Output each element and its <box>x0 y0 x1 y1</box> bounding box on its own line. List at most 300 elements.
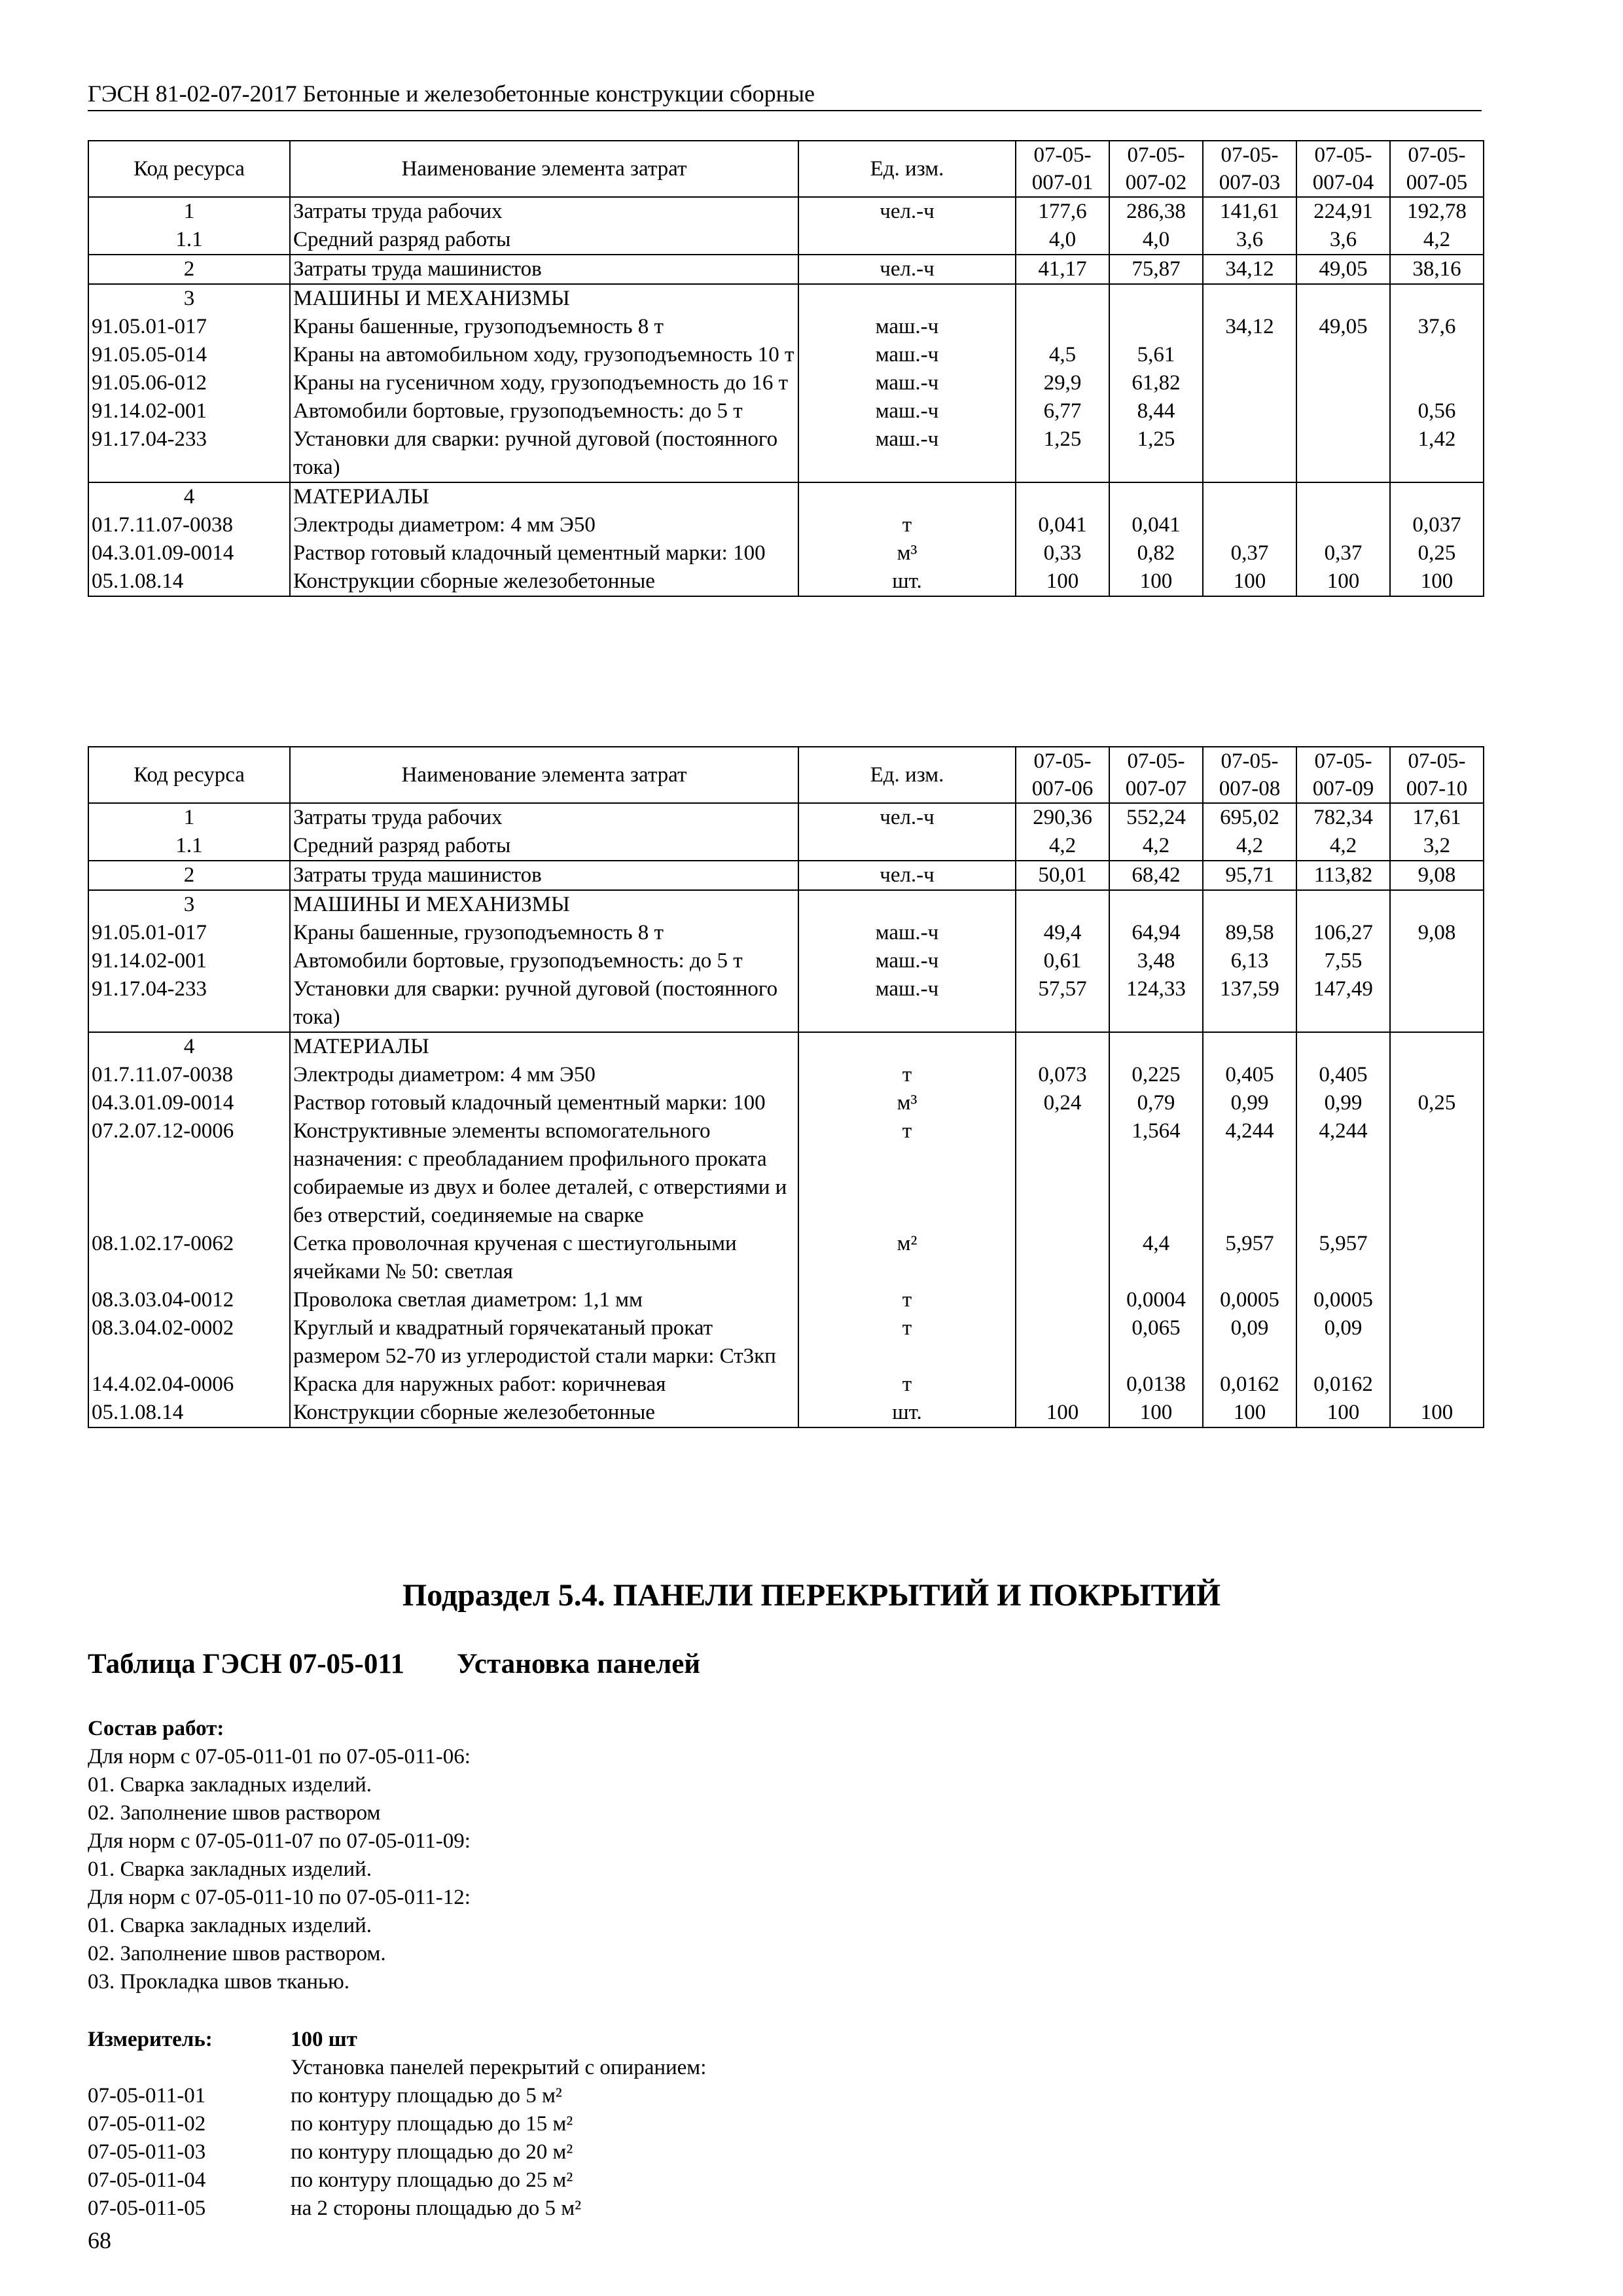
norm-value: 68,42 <box>1109 861 1203 890</box>
norm-value <box>1203 482 1296 511</box>
norm-value <box>1109 890 1203 919</box>
resource-code: 91.14.02-001 <box>88 947 290 975</box>
table-row <box>88 397 1484 425</box>
norm-value <box>1296 890 1390 919</box>
resource-code: 1.1 <box>88 832 290 861</box>
norm-code: 07-05-011-04 <box>88 2168 206 2192</box>
norm-value: 4,0 <box>1109 226 1203 255</box>
resource-code: 2 <box>88 861 290 890</box>
norm-value: 0,09 <box>1203 1314 1296 1371</box>
norm-code: 07-05-011-01 <box>88 2084 206 2108</box>
resource-name: Затраты труда машинистов <box>290 861 798 890</box>
norm-value: 4,2 <box>1296 832 1390 861</box>
norm-value: 4,2 <box>1203 832 1296 861</box>
norm-value <box>1109 284 1203 313</box>
resource-code: 14.4.02.04-0006 <box>88 1371 290 1399</box>
col-header-norm: 07-05- 007-03 <box>1203 141 1296 197</box>
norm-value: 0,405 <box>1203 1061 1296 1089</box>
resource-name: Средний разряд работы <box>290 832 798 861</box>
table-row <box>88 832 1484 861</box>
resource-name: Проволока светлая диаметром: 1,1 мм <box>290 1286 798 1314</box>
norm-value <box>1390 947 1484 975</box>
work-line: Для норм с 07-05-011-01 по 07-05-011-06: <box>88 1745 471 1768</box>
table-title <box>88 1648 700 1680</box>
norm-description: по контуру площадью до 20 м² <box>291 2140 573 2164</box>
norm-value: 4,2 <box>1109 832 1203 861</box>
norm-value <box>1016 284 1109 313</box>
norm-value: 286,38 <box>1109 197 1203 226</box>
norm-description: по контуру площадью до 15 м² <box>291 2112 573 2136</box>
table-row <box>88 1032 1484 1061</box>
norm-value: 61,82 <box>1109 369 1203 397</box>
norm-value: 100 <box>1109 1399 1203 1427</box>
norm-value: 6,13 <box>1203 947 1296 975</box>
norm-value: 0,37 <box>1203 539 1296 567</box>
norm-value: 49,05 <box>1296 313 1390 341</box>
resource-unit: т <box>798 1061 1016 1089</box>
meter-items <box>88 2082 706 2223</box>
norm-value: 0,24 <box>1016 1089 1109 1117</box>
resource-unit <box>798 482 1016 511</box>
resource-unit: маш.-ч <box>798 313 1016 341</box>
norm-value: 100 <box>1296 567 1390 596</box>
norm-value: 100 <box>1296 1399 1390 1427</box>
work-line: 03. Прокладка швов тканью. <box>88 1970 350 1994</box>
norm-value <box>1296 284 1390 313</box>
norm-value <box>1203 511 1296 539</box>
resource-unit: чел.-ч <box>798 255 1016 284</box>
table-header-row <box>88 747 1484 803</box>
resource-code: 05.1.08.14 <box>88 567 290 596</box>
meter-item <box>88 2195 706 2223</box>
resource-code: 91.05.01-017 <box>88 313 290 341</box>
norm-value <box>1296 397 1390 425</box>
norm-value: 1,42 <box>1390 425 1484 482</box>
norm-value: 0,99 <box>1296 1089 1390 1117</box>
resource-unit: т <box>798 1314 1016 1371</box>
norm-value: 3,6 <box>1203 226 1296 255</box>
norm-value <box>1296 482 1390 511</box>
meter-item <box>88 2138 706 2166</box>
norm-value <box>1296 341 1390 369</box>
norm-value <box>1390 890 1484 919</box>
norm-value <box>1016 890 1109 919</box>
norm-value: 100 <box>1109 567 1203 596</box>
resource-name: Конструкции сборные железобетонные <box>290 567 798 596</box>
col-header-norm: 07-05- 007-09 <box>1296 747 1390 803</box>
table-row <box>88 803 1484 832</box>
norm-value <box>1390 1230 1484 1286</box>
norm-value: 552,24 <box>1109 803 1203 832</box>
norm-value <box>1016 1117 1109 1230</box>
work-line: 02. Заполнение швов раствором. <box>88 1942 386 1965</box>
norm-value <box>1390 1032 1484 1061</box>
norm-value: 141,61 <box>1203 197 1296 226</box>
resource-code: 4 <box>88 1032 290 1061</box>
norm-value: 177,6 <box>1016 197 1109 226</box>
resource-name: МАШИНЫ И МЕХАНИЗМЫ <box>290 890 798 919</box>
norm-value: 4,5 <box>1016 341 1109 369</box>
table-name: Установка панелей <box>457 1649 701 1679</box>
resource-name: Конструкции сборные железобетонные <box>290 1399 798 1427</box>
norm-value: 0,0138 <box>1109 1371 1203 1399</box>
work-line: 01. Сварка закладных изделий. <box>88 1857 372 1881</box>
table-header-row <box>88 141 1484 197</box>
norm-value: 29,9 <box>1016 369 1109 397</box>
norm-value <box>1296 369 1390 397</box>
norm-value: 95,71 <box>1203 861 1296 890</box>
norm-value: 0,225 <box>1109 1061 1203 1089</box>
resource-name: Круглый и квадратный горячекатаный прокат размером 52-70 из углеродистой стали марки: Ст3кп <box>290 1314 798 1371</box>
norm-value: 5,957 <box>1296 1230 1390 1286</box>
work-lines <box>88 1743 471 1996</box>
norm-value <box>1296 1032 1390 1061</box>
norm-value: 0,61 <box>1016 947 1109 975</box>
resource-code: 08.3.04.02-0002 <box>88 1314 290 1371</box>
norm-value: 100 <box>1016 1399 1109 1427</box>
table-row <box>88 1399 1484 1427</box>
norm-value: 1,564 <box>1109 1117 1203 1230</box>
norm-value: 113,82 <box>1296 861 1390 890</box>
norm-value: 5,61 <box>1109 341 1203 369</box>
norm-description: на 2 стороны площадью до 5 м² <box>291 2197 582 2220</box>
norm-value <box>1203 341 1296 369</box>
norm-value: 192,78 <box>1390 197 1484 226</box>
resource-name: МАТЕРИАЛЫ <box>290 482 798 511</box>
norm-value: 0,25 <box>1390 539 1484 567</box>
norm-value <box>1203 890 1296 919</box>
norm-value: 4,244 <box>1203 1117 1296 1230</box>
table-row <box>88 539 1484 567</box>
resource-unit <box>798 284 1016 313</box>
table-row <box>88 425 1484 482</box>
table-row <box>88 861 1484 890</box>
norm-value <box>1390 341 1484 369</box>
norm-value: 3,2 <box>1390 832 1484 861</box>
resource-unit: чел.-ч <box>798 861 1016 890</box>
col-header-name: Наименование элемента затрат <box>290 747 798 803</box>
norm-value: 49,05 <box>1296 255 1390 284</box>
table-row <box>88 341 1484 369</box>
norm-value <box>1390 975 1484 1032</box>
norm-value: 7,55 <box>1296 947 1390 975</box>
norm-value <box>1109 313 1203 341</box>
norm-value: 0,041 <box>1016 511 1109 539</box>
resource-name: МАШИНЫ И МЕХАНИЗМЫ <box>290 284 798 313</box>
norm-value: 64,94 <box>1109 919 1203 947</box>
resource-name: Затраты труда машинистов <box>290 255 798 284</box>
resource-unit: т <box>798 1371 1016 1399</box>
subsection-title: Подраздел 5.4. ПАНЕЛИ ПЕРЕКРЫТИЙ И ПОКРЫТИЙ <box>402 1578 1221 1613</box>
col-header-unit: Ед. изм. <box>798 141 1016 197</box>
resource-code: 04.3.01.09-0014 <box>88 539 290 567</box>
norm-value: 290,36 <box>1016 803 1109 832</box>
norm-value: 1,25 <box>1016 425 1109 482</box>
resource-name: Автомобили бортовые, грузоподъемность: до 5 т <box>290 947 798 975</box>
norm-value: 9,08 <box>1390 861 1484 890</box>
resource-unit: т <box>798 1117 1016 1230</box>
resource-unit: маш.-ч <box>798 947 1016 975</box>
norm-value: 4,2 <box>1390 226 1484 255</box>
resource-code: 08.3.03.04-0012 <box>88 1286 290 1314</box>
resource-name: Электроды диаметром: 4 мм Э50 <box>290 511 798 539</box>
resource-code: 91.17.04-233 <box>88 425 290 482</box>
resource-name: Средний разряд работы <box>290 226 798 255</box>
norm-value: 4,244 <box>1296 1117 1390 1230</box>
resource-unit: м³ <box>798 539 1016 567</box>
norm-value <box>1390 1117 1484 1230</box>
resource-name: Установки для сварки: ручной дуговой (постоянного тока) <box>290 425 798 482</box>
norm-value <box>1390 1314 1484 1371</box>
norm-value: 0,37 <box>1296 539 1390 567</box>
norm-value: 0,33 <box>1016 539 1109 567</box>
resource-code: 3 <box>88 890 290 919</box>
norm-value <box>1109 482 1203 511</box>
work-line: 01. Сварка закладных изделий. <box>88 1914 372 1937</box>
resource-unit: маш.-ч <box>798 975 1016 1032</box>
resource-name: Конструктивные элементы вспомогательного назначения: с преобладанием профильного проката собираемые из двух и более деталей, с отверстиями и без отверстий, соединяемые на сварке <box>290 1117 798 1230</box>
resource-unit: маш.-ч <box>798 425 1016 482</box>
col-header-norm: 07-05- 007-10 <box>1390 747 1484 803</box>
norm-value: 782,34 <box>1296 803 1390 832</box>
norm-value: 0,065 <box>1109 1314 1203 1371</box>
norm-value <box>1109 1032 1203 1061</box>
meter-item <box>88 2166 706 2195</box>
norm-value: 0,405 <box>1296 1061 1390 1089</box>
norm-value <box>1016 1314 1109 1371</box>
resource-table-1 <box>88 140 1484 597</box>
meter-intro: Установка панелей перекрытий с опиранием: <box>291 2056 707 2079</box>
resource-unit: чел.-ч <box>798 197 1016 226</box>
resource-name: Раствор готовый кладочный цементный марки: 100 <box>290 1089 798 1117</box>
table-row <box>88 1230 1484 1286</box>
norm-value: 106,27 <box>1296 919 1390 947</box>
resource-name: Сетка проволочная крученая с шестиугольными ячейками № 50: светлая <box>290 1230 798 1286</box>
work-line: 01. Сварка закладных изделий. <box>88 1773 372 1797</box>
norm-description: по контуру площадью до 25 м² <box>291 2168 573 2192</box>
norm-value <box>1203 397 1296 425</box>
norm-value <box>1296 511 1390 539</box>
norm-value: 224,91 <box>1296 197 1390 226</box>
norm-value <box>1016 1286 1109 1314</box>
table-row <box>88 1089 1484 1117</box>
norm-description: по контуру площадью до 5 м² <box>291 2084 562 2108</box>
norm-value: 9,08 <box>1390 919 1484 947</box>
norm-value: 3,48 <box>1109 947 1203 975</box>
resource-unit: маш.-ч <box>798 341 1016 369</box>
norm-value: 0,09 <box>1296 1314 1390 1371</box>
norm-value: 0,79 <box>1109 1089 1203 1117</box>
resource-code: 05.1.08.14 <box>88 1399 290 1427</box>
norm-value <box>1016 313 1109 341</box>
resource-name: Затраты труда рабочих <box>290 803 798 832</box>
col-header-norm: 07-05- 007-02 <box>1109 141 1203 197</box>
norm-value: 17,61 <box>1390 803 1484 832</box>
norm-value <box>1390 369 1484 397</box>
running-header: ГЭСН 81-02-07-2017 Бетонные и железобетонные конструкции сборные <box>88 81 815 107</box>
norm-value: 41,17 <box>1016 255 1109 284</box>
resource-code: 91.14.02-001 <box>88 397 290 425</box>
resource-code: 04.3.01.09-0014 <box>88 1089 290 1117</box>
norm-value <box>1016 482 1109 511</box>
resource-code: 91.05.06-012 <box>88 369 290 397</box>
norm-value <box>1390 482 1484 511</box>
resource-name: Краны башенные, грузоподъемность 8 т <box>290 919 798 947</box>
norm-value: 100 <box>1390 1399 1484 1427</box>
col-header-norm: 07-05- 007-06 <box>1016 747 1109 803</box>
resource-code: 91.17.04-233 <box>88 975 290 1032</box>
col-header-unit: Ед. изм. <box>798 747 1016 803</box>
norm-value: 8,44 <box>1109 397 1203 425</box>
resource-unit <box>798 890 1016 919</box>
resource-unit: чел.-ч <box>798 803 1016 832</box>
norm-code: 07-05-011-05 <box>88 2197 206 2220</box>
col-header-norm: 07-05- 007-01 <box>1016 141 1109 197</box>
col-header-norm: 07-05- 007-05 <box>1390 141 1484 197</box>
resource-code: 1.1 <box>88 226 290 255</box>
work-line: Для норм с 07-05-011-10 по 07-05-011-12: <box>88 1886 471 1909</box>
norm-value: 0,041 <box>1109 511 1203 539</box>
table-row <box>88 313 1484 341</box>
meter-label: Измеритель: <box>88 2028 213 2051</box>
norm-value: 4,4 <box>1109 1230 1203 1286</box>
resource-code: 01.7.11.07-0038 <box>88 511 290 539</box>
work-heading: Состав работ: <box>88 1717 224 1740</box>
meter-block <box>88 2026 706 2223</box>
norm-value: 100 <box>1203 1399 1296 1427</box>
resource-table-2 <box>88 746 1484 1428</box>
table-label: Таблица ГЭСН 07-05-011 <box>88 1649 405 1679</box>
col-header-norm: 07-05- 007-07 <box>1109 747 1203 803</box>
table-row <box>88 1286 1484 1314</box>
norm-value: 4,2 <box>1016 832 1109 861</box>
norm-value <box>1203 425 1296 482</box>
norm-value <box>1390 1286 1484 1314</box>
resource-code: 07.2.07.12-0006 <box>88 1117 290 1230</box>
header-rule <box>88 110 1482 111</box>
resource-unit: м² <box>798 1230 1016 1286</box>
table-row <box>88 255 1484 284</box>
work-line: 02. Заполнение швов раствором <box>88 1801 381 1825</box>
norm-value: 34,12 <box>1203 255 1296 284</box>
table-row <box>88 284 1484 313</box>
norm-value: 89,58 <box>1203 919 1296 947</box>
norm-value <box>1016 1032 1109 1061</box>
resource-unit: маш.-ч <box>798 919 1016 947</box>
norm-value: 0,0162 <box>1203 1371 1296 1399</box>
norm-value: 695,02 <box>1203 803 1296 832</box>
table-row <box>88 919 1484 947</box>
resource-unit <box>798 832 1016 861</box>
resource-unit <box>798 226 1016 255</box>
table-row <box>88 890 1484 919</box>
meter-item <box>88 2110 706 2138</box>
resource-unit: шт. <box>798 1399 1016 1427</box>
table-row <box>88 226 1484 255</box>
table-row <box>88 1314 1484 1371</box>
resource-code: 01.7.11.07-0038 <box>88 1061 290 1089</box>
resource-name: Краны на гусеничном ходу, грузоподъемность до 16 т <box>290 369 798 397</box>
norm-value: 0,037 <box>1390 511 1484 539</box>
resource-name: Электроды диаметром: 4 мм Э50 <box>290 1061 798 1089</box>
norm-value: 0,99 <box>1203 1089 1296 1117</box>
resource-unit: т <box>798 1286 1016 1314</box>
resource-code: 3 <box>88 284 290 313</box>
norm-value: 100 <box>1203 567 1296 596</box>
resource-unit: шт. <box>798 567 1016 596</box>
resource-unit: маш.-ч <box>798 397 1016 425</box>
norm-value: 0,0162 <box>1296 1371 1390 1399</box>
norm-value: 5,957 <box>1203 1230 1296 1286</box>
norm-value: 6,77 <box>1016 397 1109 425</box>
table-row <box>88 511 1484 539</box>
norm-value: 137,59 <box>1203 975 1296 1032</box>
norm-value: 0,0005 <box>1203 1286 1296 1314</box>
norm-value <box>1390 1371 1484 1399</box>
meter-intro-row <box>88 2054 706 2082</box>
col-header-name: Наименование элемента затрат <box>290 141 798 197</box>
table-row <box>88 197 1484 226</box>
norm-value: 50,01 <box>1016 861 1109 890</box>
table-row <box>88 975 1484 1032</box>
resource-unit: м³ <box>798 1089 1016 1117</box>
meter-item <box>88 2082 706 2110</box>
resource-unit <box>798 1032 1016 1061</box>
norm-value: 1,25 <box>1109 425 1203 482</box>
resource-code: 4 <box>88 482 290 511</box>
resource-unit: маш.-ч <box>798 369 1016 397</box>
resource-code: 08.1.02.17-0062 <box>88 1230 290 1286</box>
norm-value: 0,073 <box>1016 1061 1109 1089</box>
resource-name: Краны башенные, грузоподъемность 8 т <box>290 313 798 341</box>
norm-value: 147,49 <box>1296 975 1390 1032</box>
resource-name: Затраты труда рабочих <box>290 197 798 226</box>
norm-value <box>1016 1230 1109 1286</box>
col-header-code: Код ресурса <box>88 747 290 803</box>
norm-value: 0,25 <box>1390 1089 1484 1117</box>
resource-name: Краны на автомобильном ходу, грузоподъемность 10 т <box>290 341 798 369</box>
norm-value: 38,16 <box>1390 255 1484 284</box>
resource-code: 91.05.05-014 <box>88 341 290 369</box>
norm-value <box>1016 1371 1109 1399</box>
table-row <box>88 482 1484 511</box>
meter-row <box>88 2026 706 2054</box>
norm-value <box>1203 369 1296 397</box>
norm-code: 07-05-011-03 <box>88 2140 206 2164</box>
norm-value: 100 <box>1016 567 1109 596</box>
norm-value: 0,0004 <box>1109 1286 1203 1314</box>
resource-name: Краска для наружных работ: коричневая <box>290 1371 798 1399</box>
page-number: 68 <box>88 2227 111 2253</box>
table-row <box>88 947 1484 975</box>
norm-value: 124,33 <box>1109 975 1203 1032</box>
table-row <box>88 567 1484 596</box>
norm-value <box>1390 284 1484 313</box>
resource-code: 1 <box>88 803 290 832</box>
norm-value: 0,56 <box>1390 397 1484 425</box>
norm-value <box>1296 425 1390 482</box>
norm-value: 37,6 <box>1390 313 1484 341</box>
resource-name: МАТЕРИАЛЫ <box>290 1032 798 1061</box>
col-header-norm: 07-05- 007-08 <box>1203 747 1296 803</box>
table-row <box>88 1117 1484 1230</box>
table-row <box>88 1061 1484 1089</box>
norm-value <box>1203 284 1296 313</box>
table-row <box>88 369 1484 397</box>
norm-value: 57,57 <box>1016 975 1109 1032</box>
resource-code: 1 <box>88 197 290 226</box>
work-line: Для норм с 07-05-011-07 по 07-05-011-09: <box>88 1829 471 1853</box>
